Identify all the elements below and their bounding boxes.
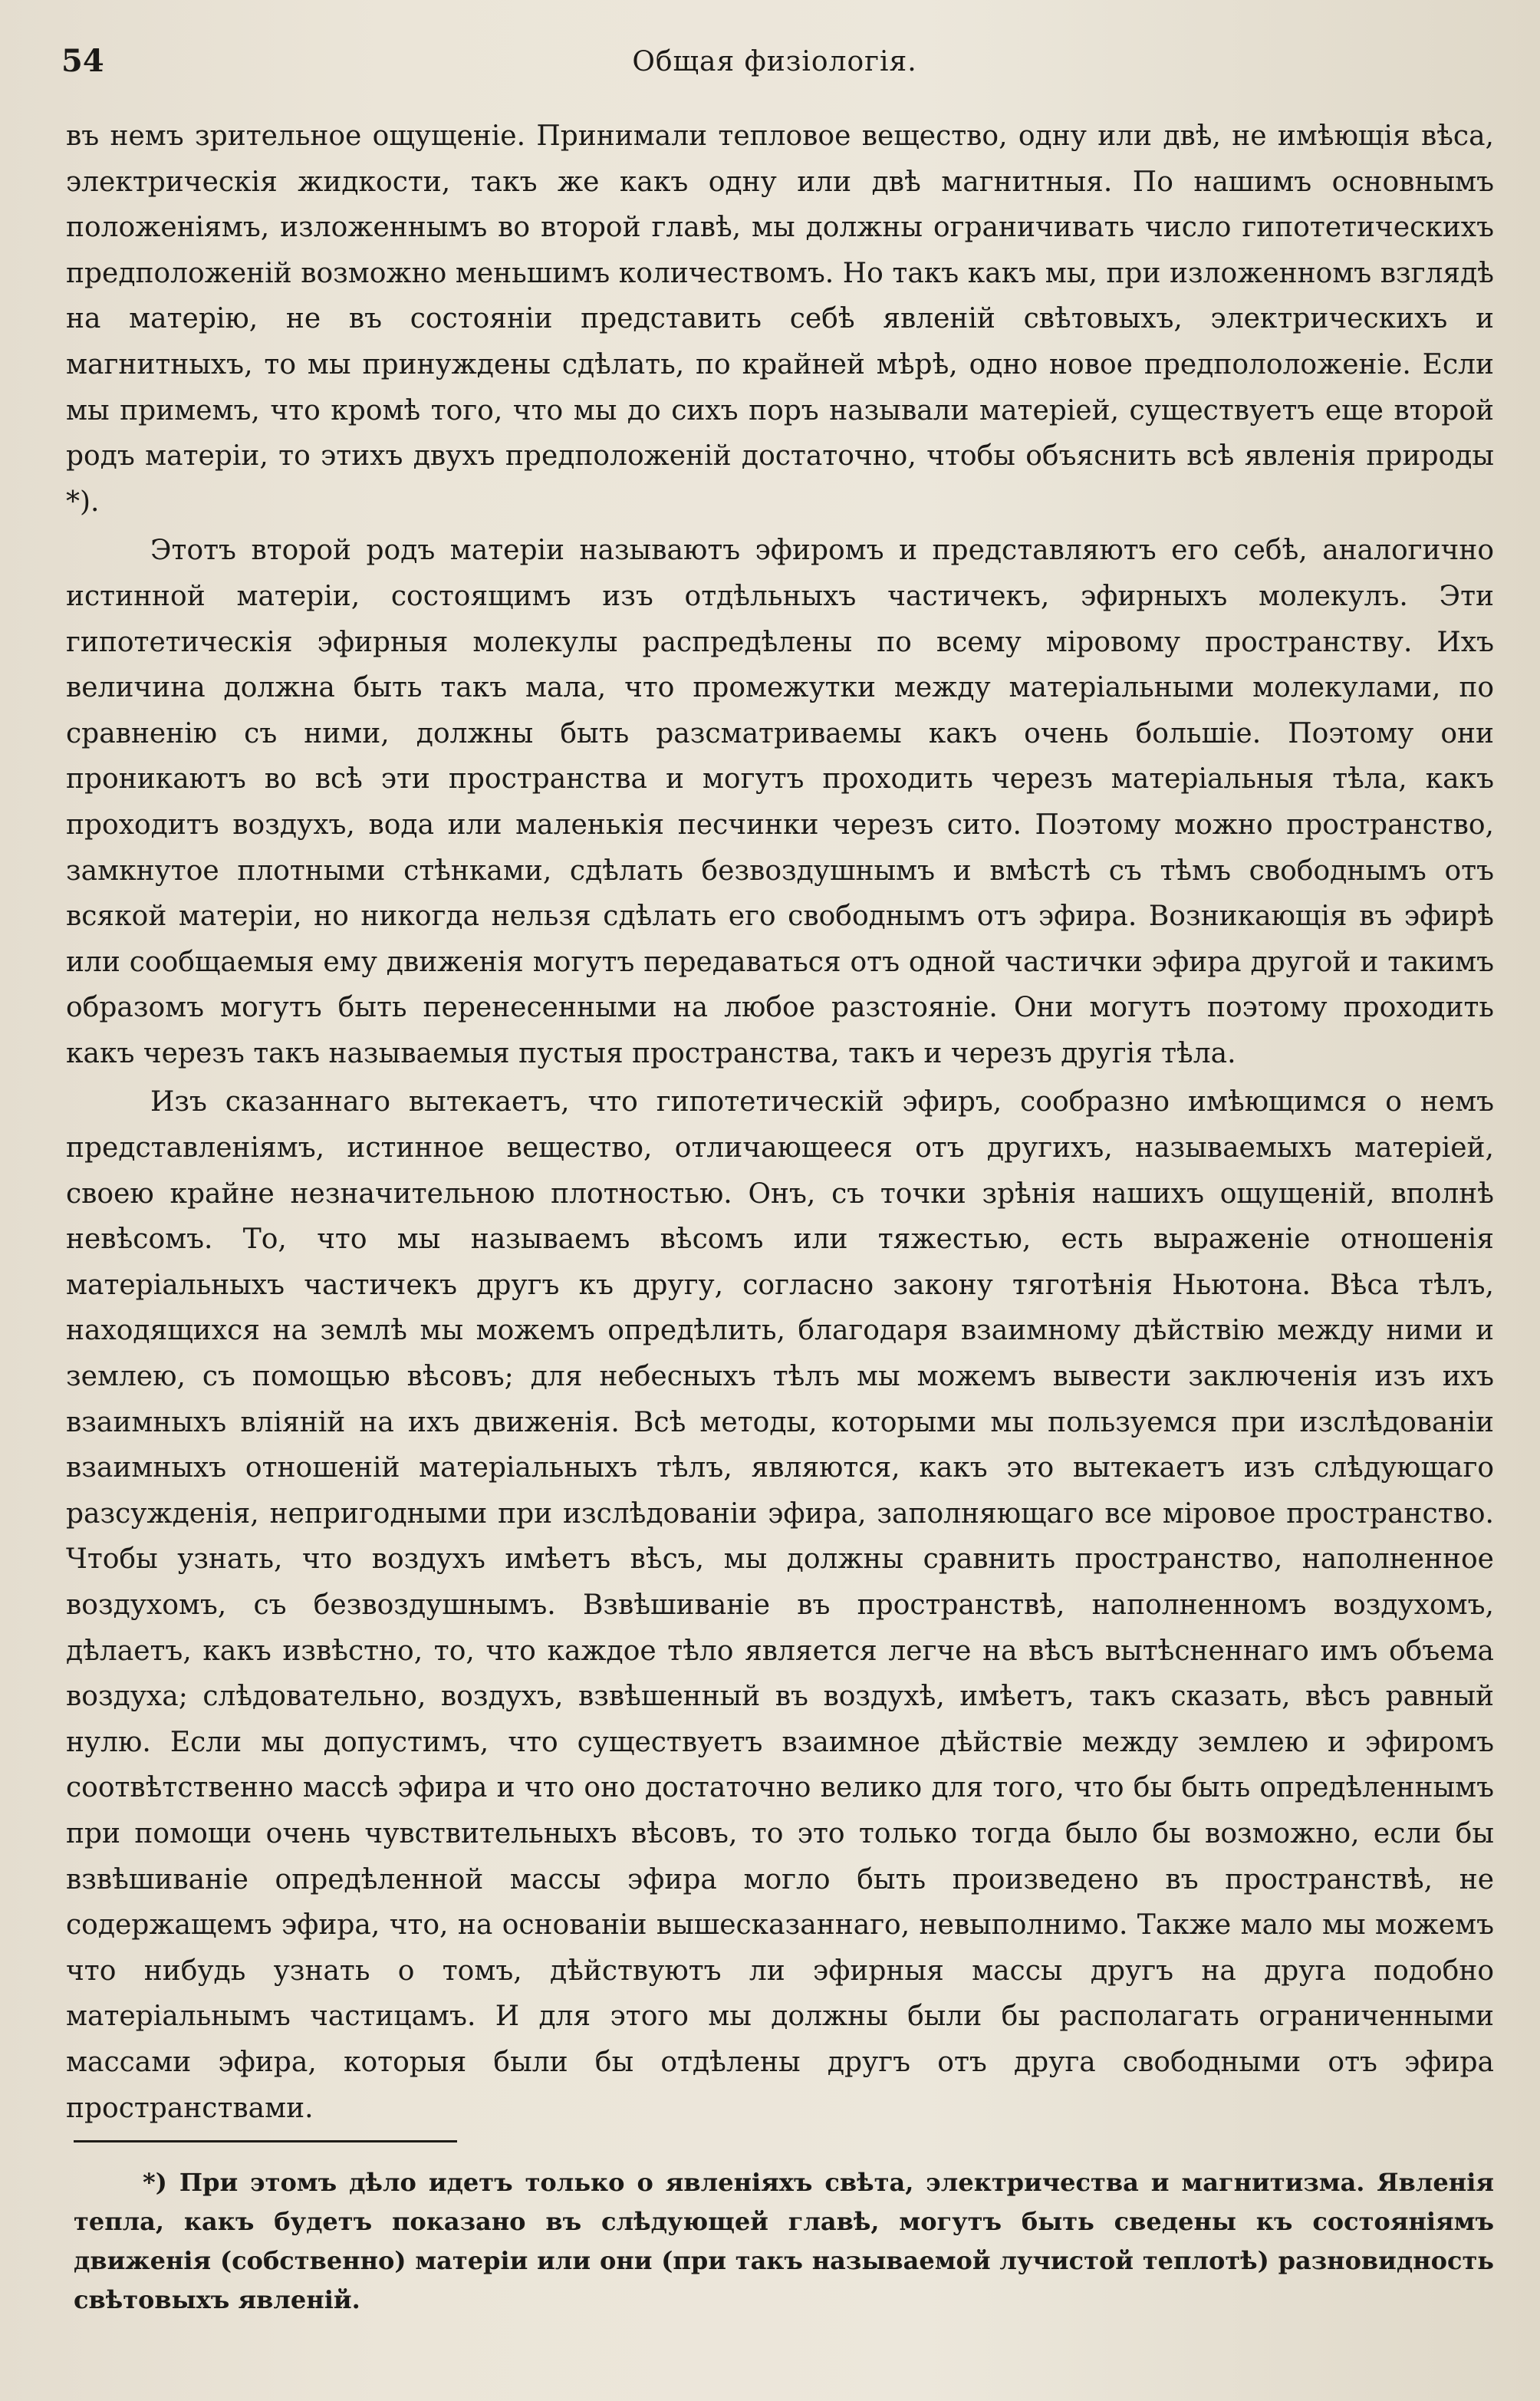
page-number: 54: [61, 43, 104, 79]
footnote-marker: *): [143, 2168, 167, 2197]
footnote: [74, 2163, 1494, 2320]
footnote-text: При этомъ дѣло идетъ только о явленіяхъ свѣта, электричества и магнитизма. Явленія тепла, какъ будетъ показано въ слѣдующей главѣ, могутъ быть сведены къ состояніямъ движенія (собственно) матеріи или они (при такъ называемой лучистой теплотѣ) разновидность свѣтовыхъ явленій.: [74, 2168, 1495, 2314]
paragraph-1: въ немъ зрительное ощущеніе. Принимали тепловое вещество, одну или двѣ, не имѣющія вѣса, электрическія жидкости, такъ же какъ одну или двѣ магнитныя. По нашимъ основнымъ положеніямъ, изложеннымъ во второй главѣ, мы должны ограничивать число гипотетическихъ предположеній возможно меньшимъ количествомъ. Но такъ какъ мы, при изложенномъ взглядѣ на матерію, не въ состояніи представить себѣ явленій свѣтовыхъ, электрическихъ и магнитныхъ, то мы принуждены сдѣлать, по крайней мѣрѣ, одно новое предпололоженіе. Если мы примемъ, что кромѣ того, что мы до сихъ поръ называли матеріей, существуетъ еще второй родъ матеріи, то этихъ двухъ предположеній достаточно, чтобы объяснить всѣ явленія природы *).: [66, 120, 1494, 518]
running-title: Общая физіологія.: [632, 46, 917, 77]
page-header: [61, 43, 1488, 89]
body-text: [66, 114, 1494, 2131]
paragraph-2: Этотъ второй родъ матеріи называютъ эфиромъ и представляютъ его себѣ, аналогично истинной матеріи, состоящимъ изъ отдѣльныхъ частичекъ, эфирныхъ молекулъ. Эти гипотетическія эфирныя молекулы распредѣлены по всему міровому пространству. Ихъ величина должна быть такъ мала, что промежутки между матеріальными молекулами, по сравненію съ ними, должны быть разсматриваемы какъ очень большіе. Поэтому они проникаютъ во всѣ эти пространства и могутъ проходить черезъ матеріальныя тѣла, какъ проходитъ воздухъ, вода или маленькія песчинки черезъ сито. Поэтому можно пространство, замкнутое плотными стѣнками, сдѣлать безвоздушнымъ и вмѣстѣ съ тѣмъ свободнымъ отъ всякой матеріи, но никогда нельзя сдѣлать его свободнымъ отъ эфира. Возникающія въ эфирѣ или сообщаемыя ему движенія могутъ передаваться отъ одной частички эфира другой и такимъ образомъ могутъ быть перенесенными на любое разстояніе. Они могутъ поэтому проходить какъ черезъ такъ называемыя пустыя пространства, такъ и черезъ другія тѣла.: [66, 535, 1494, 1069]
paragraph-3: Изъ сказаннаго вытекаетъ, что гипотетическій эфиръ, сообразно имѣющимся о немъ представленіямъ, истинное вещество, отличающееся отъ другихъ, называемыхъ матеріей, своею крайне незначительною плотностью. Онъ, съ точки зрѣнія нашихъ ощущеній, вполнѣ невѣсомъ. То, что мы называемъ вѣсомъ или тяжестью, есть выраженіе отношенія матеріальныхъ частичекъ другъ къ другу, согласно закону тяготѣнія Ньютона. Вѣса тѣлъ, находящихся на землѣ мы можемъ опредѣлить, благодаря взаимному дѣйствію между ними и землею, съ помощью вѣсовъ; для небесныхъ тѣлъ мы можемъ вывести заключенія изъ ихъ взаимныхъ вліяній на ихъ движенія. Всѣ методы, которыми мы пользуемся при изслѣдованіи взаимныхъ отношеній матеріальныхъ тѣлъ, являются, какъ это вытекаетъ изъ слѣдующаго разсужденія, непригодными при изслѣдованіи эфира, заполняющаго все міровое пространство. Чтобы узнать, что воздухъ имѣетъ вѣсъ, мы должны сравнить пространство, наполненное воздухомъ, съ безвоздушнымъ. Взвѣшиваніе въ пространствѣ, наполненномъ воздухомъ, дѣлаетъ, какъ извѣстно, то, что каждое тѣло является легче на вѣсъ вытѣсненнаго имъ объема воздуха; слѣдовательно, воздухъ, взвѣшенный въ воздухѣ, имѣетъ, такъ сказать, вѣсъ равный нулю. Если мы допустимъ, что существуетъ взаимное дѣйствіе между землею и эфиромъ соотвѣтственно массѣ эфира и что оно достаточно велико для того, что бы быть опредѣленнымъ при помощи очень чувствительныхъ вѣсовъ, то это только тогда было бы возможно, если бы взвѣшиваніе опредѣленной массы эфира могло быть произведено въ пространствѣ, не содержащемъ эфира, что, на основаніи вышесказаннаго, невыполнимо. Также мало мы можемъ что нибудь узнать о томъ, дѣйствуютъ ли эфирныя массы другъ на друга подобно матеріальнымъ частицамъ. И для этого мы должны были бы располагать ограниченными массами эфира, которыя были бы отдѣлены другъ отъ друга свободными отъ эфира пространствами.: [66, 1086, 1494, 2124]
footnote-divider: [74, 2140, 457, 2142]
